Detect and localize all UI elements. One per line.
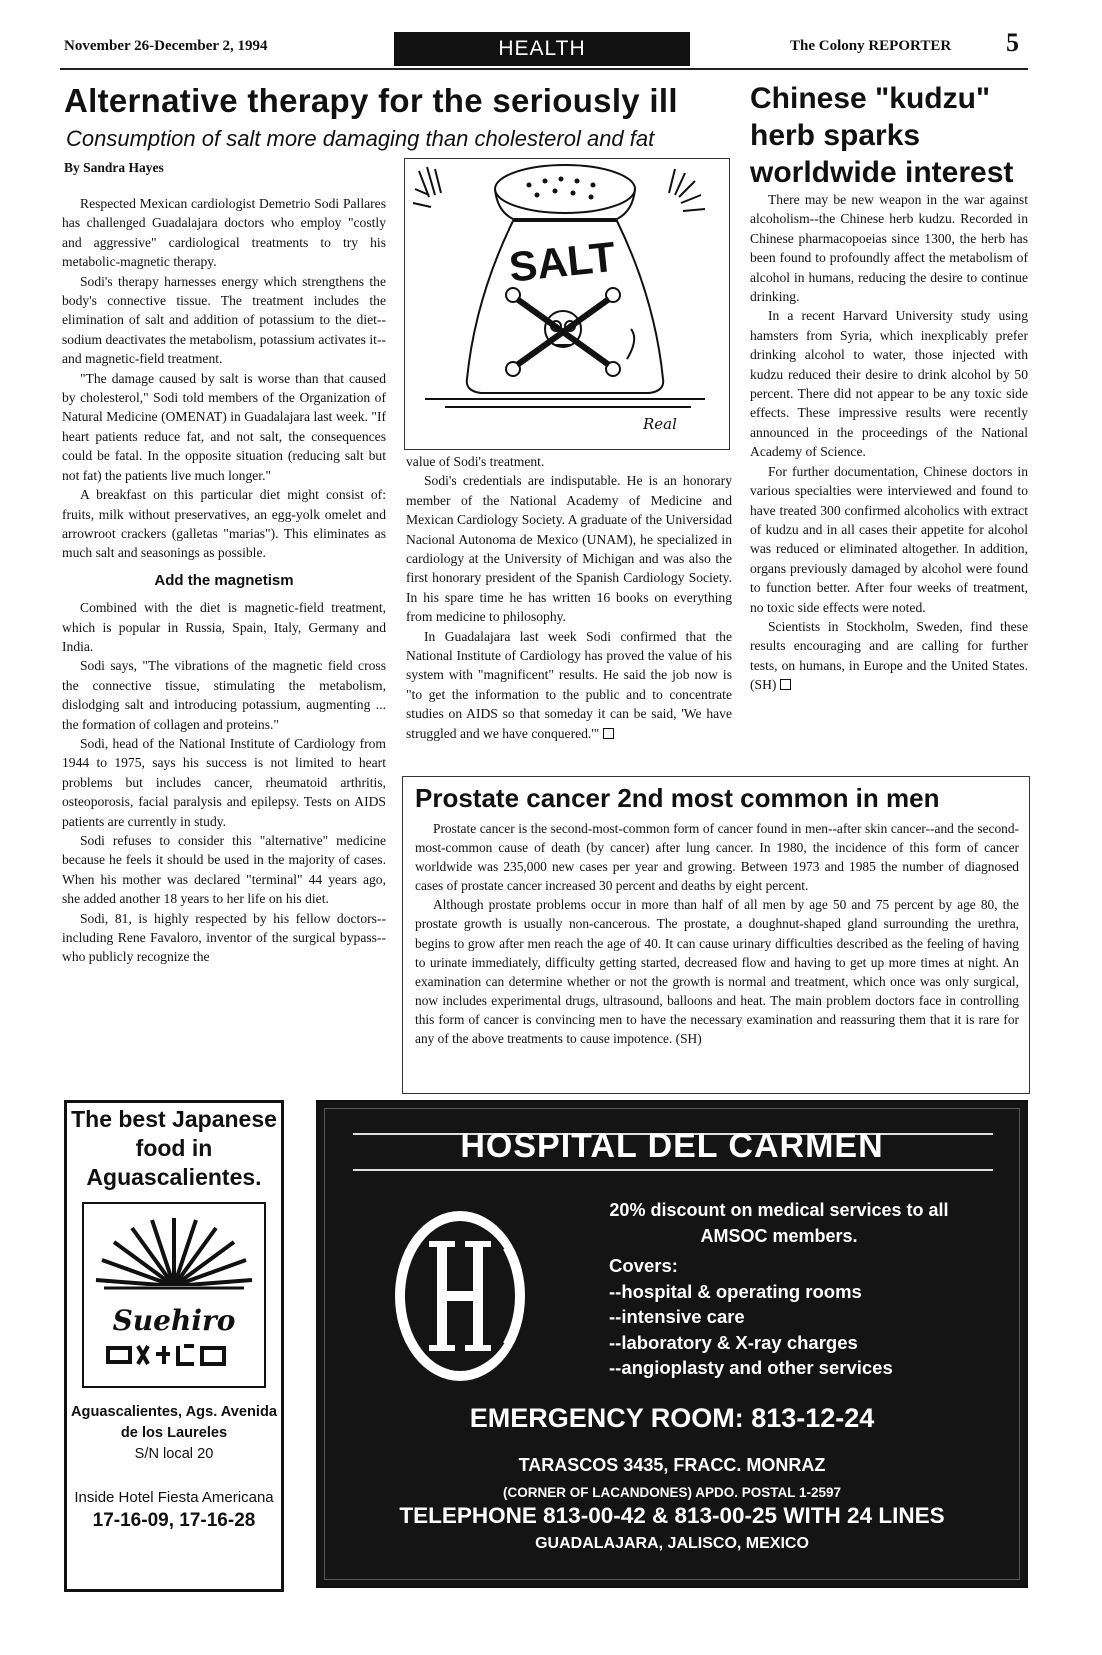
end-mark-icon <box>780 679 791 690</box>
coverage-item: --laboratory & X-ray charges <box>609 1331 858 1353</box>
paragraph <box>406 627 732 743</box>
divider <box>353 1169 993 1171</box>
section-banner: HEALTH <box>394 32 690 66</box>
salt-label: SALT <box>506 232 618 291</box>
paragraph: Sodi refuses to consider this "alternative" medicine because he feels it should be used in the majority of cases. When his mother was declared "terminal" 44 years ago, she added another 18 years to her life on his diet. <box>62 833 386 907</box>
hospital-address-detail: (CORNER OF LACANDONES) APDO. POSTAL 1-2597 <box>502 1485 842 1500</box>
paragraph <box>750 617 1028 695</box>
page-number: 5 <box>1006 28 1019 57</box>
paragraph: Sodi's credentials are indisputable. He is an honorary member of the National Academy of Medicine and Mexican Cardiology Society. A graduate of the Universidad Nacional Autonoma de Mexico (UNAM), he specialized in cardiology at the University of Michigan and was also the first honorary president of the Spanish Cardiology Society. In his spare time he has written 16 books on everything from medicine to philosophy. <box>406 473 732 625</box>
ad-hotel: Inside Hotel Fiesta Americana <box>74 1489 274 1506</box>
paragraph: Combined with the diet is magnetic-field treatment, which is popular in Russia, Spain, Italy, Germany and India. <box>62 600 386 654</box>
ad-address-local: S/N local 20 <box>134 1446 214 1462</box>
ad-address <box>67 1402 281 1465</box>
paragraph: "The damage caused by salt is worse than that caused by cholesterol," Sodi told members of the Organization of Natural Medicine (OMENAT) in Guadalajara last week. "If heart patients reduce fat, and not salt, the consequences could be fatal. In the opposite situation (reducing salt but not fat) the patients live much longer." <box>62 370 386 483</box>
salt-shaker-illustration <box>404 158 730 450</box>
paragraph-text: In Guadalajara last week Sodi confirmed that the National Institute of Cardiology has proved the value of his system with "magnificent" results. He said the job now is "to get the information to the public and to concentrate studies on AIDS so that someday it can be said, 'We have struggled and we have conquered.'" <box>406 628 732 741</box>
kudzu-headline: Chinese "kudzu" herb sparks worldwide interest <box>750 82 1014 189</box>
kudzu-story-column <box>750 190 1028 695</box>
paragraph: value of Sodi's treatment. <box>406 454 545 469</box>
hospital-telephone: TELEPHONE 813-00-42 & 813-00-25 WITH 24 LINES <box>399 1503 945 1528</box>
logo-name: Suehiro <box>112 1304 236 1337</box>
main-story-column-1 <box>62 194 386 967</box>
paragraph: There may be new weapon in the war against alcoholism--the Chinese herb kudzu. Recorded in Chinese pharmacopoeias since 1300, the herb has been found to profoundly affect the metabolism of alcohol in humans, reducing the desire to continue drinking. <box>750 192 1028 305</box>
main-subhead: Consumption of salt more damaging than cholesterol and fat <box>66 126 655 151</box>
prostate-headline: Prostate cancer 2nd most common in men <box>415 783 940 813</box>
paragraph-text: Scientists in Stockholm, Sweden, find these results encouraging and are calling for further tests, on humans, in Europe and the United States. (SH) <box>750 618 1028 693</box>
paragraph: Sodi says, "The vibrations of the magnetic field cross the connective tissue, stimulating the metabolism, dislodging salt and introducing potassium, augmenting ... the formation of collagen and proteins." <box>62 658 386 732</box>
hospital-name: HOSPITAL DEL CARMEN <box>460 1127 884 1165</box>
discount-text: 20% discount on medical services to all AMSOC members. <box>609 1200 949 1246</box>
artist-signature: Real <box>643 415 677 433</box>
main-story-column-2 <box>406 452 732 743</box>
coverage-item: --intensive care <box>609 1306 745 1328</box>
sunburst-icon <box>84 1204 264 1386</box>
paragraph: Respected Mexican cardiologist Demetrio Sodi Pallares has challenged Guadalajara doctors who employ "costly and aggressive" cardiological treatments to try his metabolic-magnetic therapy. <box>62 196 386 270</box>
ad-title: The best Japanese food in Aguascalientes. <box>71 1106 277 1190</box>
section-subheading: Add the magnetism <box>154 571 294 589</box>
newspaper-name: The Colony REPORTER <box>790 38 952 54</box>
hospital-address: TARASCOS 3435, FRACC. MONRAZ <box>518 1455 826 1475</box>
issue-date: November 26-December 2, 1994 <box>64 38 268 54</box>
emergency-room-number: EMERGENCY ROOM: 813-12-24 <box>469 1403 875 1433</box>
ad-address-street: Aguascalientes, Ags. Avenida de los Laureles <box>70 1404 277 1441</box>
paragraph: Prostate cancer is the second-most-common form of cancer found in men--after skin cancer--and the second-most-common cause of death (by cancer) after lung cancer. In 1980, the incidence of this form of cancer worldwide was 235,000 new cases per year and growing. Between 1973 and 1985 the number of diagnosed cases of prostate cancer increased 30 percent and deaths by eight percent. <box>415 821 1019 894</box>
coverage-item: --hospital & operating rooms <box>609 1280 862 1302</box>
coverage-list <box>609 1253 893 1381</box>
header-rule <box>60 68 1028 70</box>
paragraph: For further documentation, Chinese doctors in various specialties were interviewed and found to have treated 300 confirmed alcoholics with extract of kudzu and in all cases their appetite for alcohol was reduced or eliminated altogether. In addition, organs previously damaged by alcohol were found to function better. After four weeks of treatment, no toxic side effects were noted. <box>750 463 1028 615</box>
suehiro-logo <box>82 1202 266 1388</box>
ad-phones: 17-16-09, 17-16-28 <box>92 1510 256 1531</box>
end-mark-icon <box>603 728 614 739</box>
hospital-logo-icon <box>395 1211 525 1381</box>
paragraph: A breakfast on this particular diet might consist of: fruits, milk without preservatives, an egg-yolk omelet and arrowroot crackers (galletas "marias"). This eliminates as much salt and seasonings as possible. <box>62 487 386 561</box>
coverage-item: --angioplasty and other services <box>609 1357 893 1379</box>
prostate-story-box <box>402 776 1030 1094</box>
paragraph: Sodi, head of the National Institute of Cardiology from 1944 to 1975, says his success is not limited to heart problems but includes cancer, rheumatoid arthritis, osteoporosis, facial paralysis and epilepsy. Tests on AIDS patients are currently in study. <box>62 735 386 829</box>
main-headline: Alternative therapy for the seriously ill <box>64 82 678 119</box>
paragraph: In a recent Harvard University study using hamsters from Syria, which inexplicably prefer drinking alcohol to water, those injected with kudzu reduced their desire to drink alcohol by 50 percent. There did not appear to be any toxic side effects. These impressive results were recently announced in the proceedings of the National Academy of Science. <box>750 308 1028 460</box>
hospital-ad <box>316 1100 1028 1588</box>
paragraph: Sodi's therapy harnesses energy which strengthens the body's connective tissue. The treatment includes the elimination of salt and addition of potassium to the diet--sodium deactivates the metabolism, potassium activates it--and magnetic-field treatment. <box>62 273 386 367</box>
sushi-restaurant-ad <box>64 1100 284 1592</box>
coverage-label: Covers: <box>609 1255 678 1276</box>
salt-shaker-drawing <box>405 159 729 449</box>
byline: By Sandra Hayes <box>64 160 164 175</box>
paragraph: Sodi, 81, is highly respected by his fellow doctors--including Rene Favaloro, inventor of the surgical bypass--who publicly recognize the <box>62 910 386 965</box>
hospital-city: GUADALAJARA, JALISCO, MEXICO <box>535 1535 809 1552</box>
paragraph: Although prostate problems occur in more than half of all men by age 50 and 75 percent by age 80, the prostate growth is usually non-cancerous. The prostate, a doughnut-shaped gland surrounding the urethra, begins to grow after men reach the age of 40. It can cause urinary difficulties described as the feeling of having to urinate immediately, difficulty getting started, decreased flow and having to get up more times at night. An examination can determine whether or not the growth is normal and treatment, which once was only surgical, now includes experimental drugs, ultrasound, balloons and heat. The main problem doctors face in controlling this form of cancer is convincing men to have the necessary examination and reassuring them that it is rare for any of the above treatments to cause impotence. (SH) <box>415 897 1019 1047</box>
